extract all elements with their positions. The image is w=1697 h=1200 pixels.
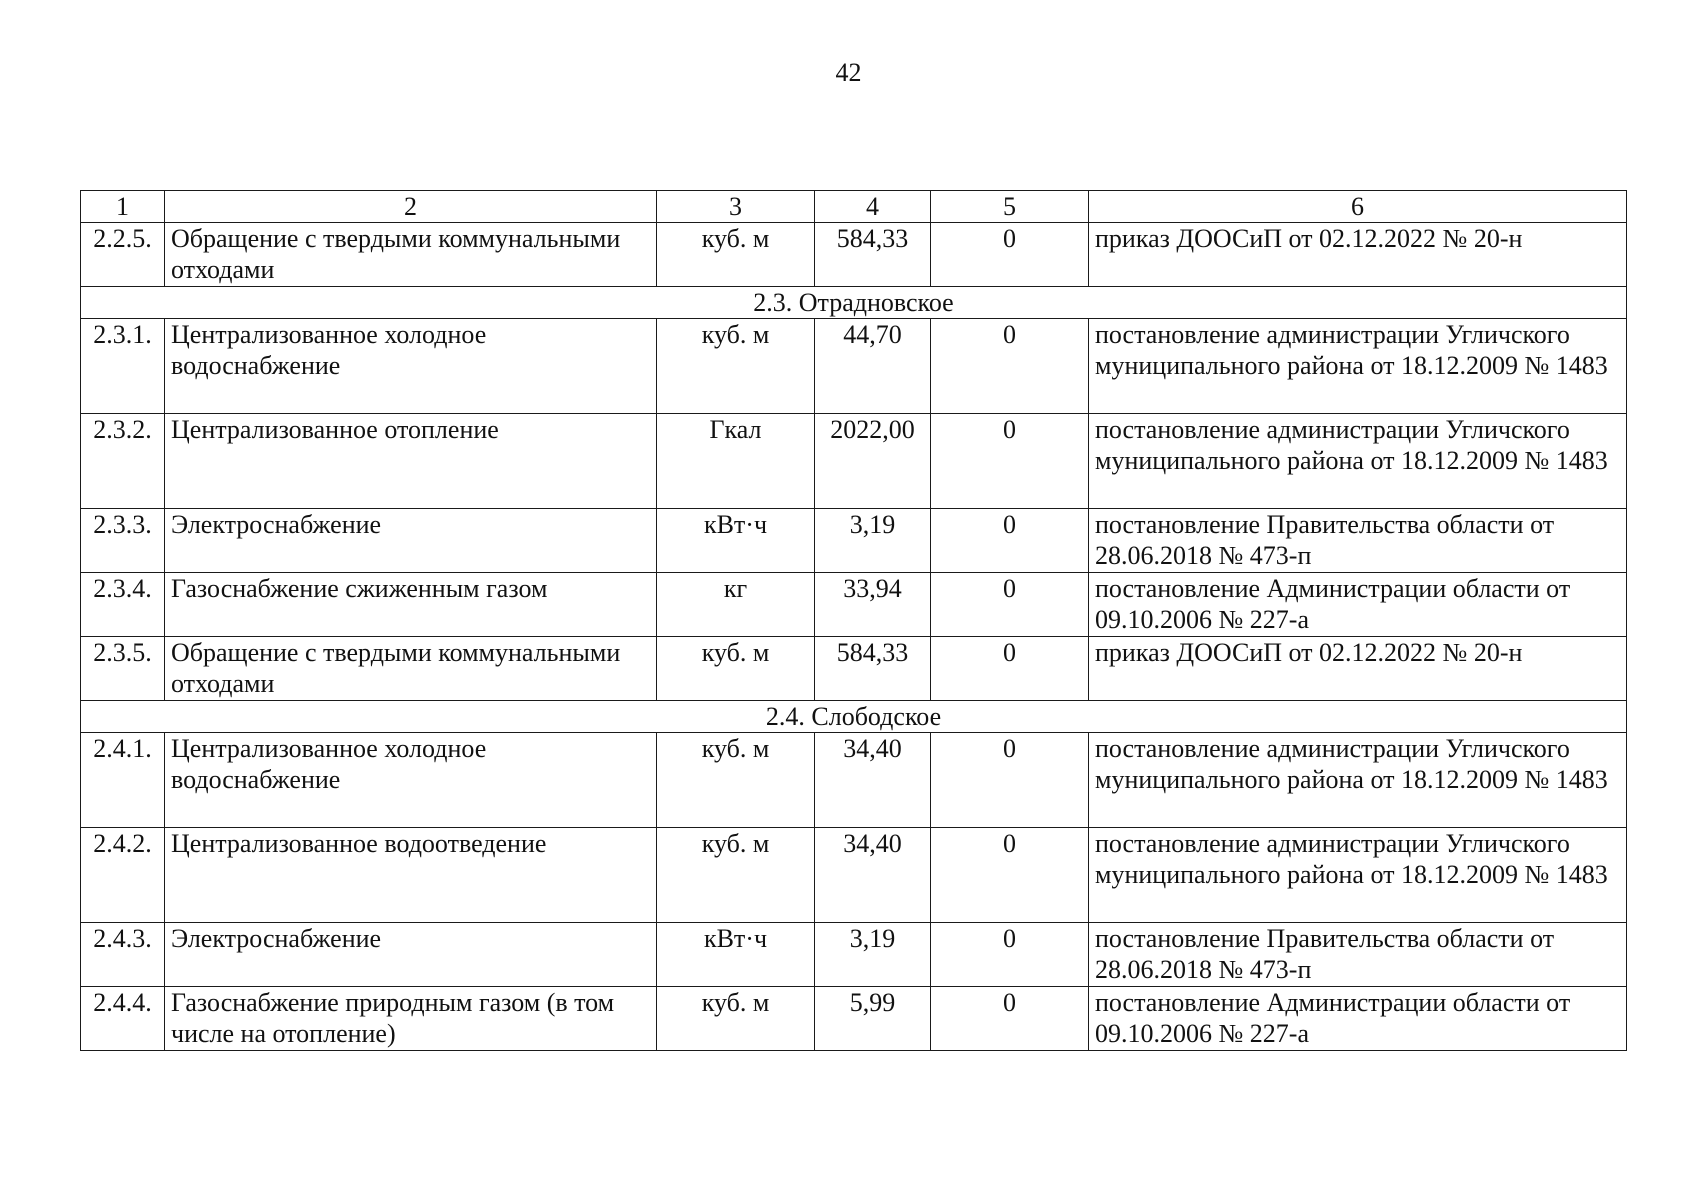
table-row	[81, 828, 1627, 923]
service-name: Газоснабжение сжиженным газом	[165, 573, 657, 637]
norm-value: 44,70	[815, 319, 931, 414]
table-row	[81, 509, 1627, 573]
service-name: Централизованное холодное водоснабжение	[165, 319, 657, 414]
unit-of-measure: Гкал	[657, 414, 815, 509]
legal-document: постановление администрации Угличского муниципального района от 18.12.2009 № 1483	[1089, 828, 1627, 923]
row-number: 2.4.2.	[81, 828, 165, 923]
header-col-4: 4	[815, 191, 931, 223]
column-5-value: 0	[931, 414, 1089, 509]
column-5-value: 0	[931, 987, 1089, 1051]
legal-document: постановление Правительства области от 28.06.2018 № 473-п	[1089, 923, 1627, 987]
legal-document: постановление администрации Угличского муниципального района от 18.12.2009 № 1483	[1089, 733, 1627, 828]
column-5-value: 0	[931, 573, 1089, 637]
tariff-table	[80, 190, 1627, 1051]
service-name: Централизованное водоотведение	[165, 828, 657, 923]
column-5-value: 0	[931, 509, 1089, 573]
service-name: Газоснабжение природным газом (в том числе на отопление)	[165, 987, 657, 1051]
table-row	[81, 733, 1627, 828]
row-number: 2.3.1.	[81, 319, 165, 414]
service-name: Обращение с твердыми коммунальными отходами	[165, 223, 657, 287]
column-5-value: 0	[931, 637, 1089, 701]
table-row	[81, 319, 1627, 414]
unit-of-measure: кВт·ч	[657, 923, 815, 987]
service-name: Централизованное отопление	[165, 414, 657, 509]
column-5-value: 0	[931, 828, 1089, 923]
header-col-2: 2	[165, 191, 657, 223]
table-header-row	[81, 191, 1627, 223]
service-name: Электроснабжение	[165, 509, 657, 573]
norm-value: 2022,00	[815, 414, 931, 509]
row-number: 2.4.1.	[81, 733, 165, 828]
table-row	[81, 414, 1627, 509]
unit-of-measure: куб. м	[657, 637, 815, 701]
norm-value: 34,40	[815, 828, 931, 923]
unit-of-measure: куб. м	[657, 319, 815, 414]
section-header-row	[81, 287, 1627, 319]
legal-document: постановление Администрации области от 09.10.2006 № 227-а	[1089, 573, 1627, 637]
row-number: 2.3.4.	[81, 573, 165, 637]
column-5-value: 0	[931, 733, 1089, 828]
norm-value: 34,40	[815, 733, 931, 828]
table-row	[81, 223, 1627, 287]
norm-value: 584,33	[815, 637, 931, 701]
legal-document: постановление администрации Угличского муниципального района от 18.12.2009 № 1483	[1089, 414, 1627, 509]
row-number: 2.2.5.	[81, 223, 165, 287]
legal-document: приказ ДООСиП от 02.12.2022 № 20-н	[1089, 637, 1627, 701]
table-row	[81, 637, 1627, 701]
norm-value: 5,99	[815, 987, 931, 1051]
legal-document: постановление администрации Угличского муниципального района от 18.12.2009 № 1483	[1089, 319, 1627, 414]
row-number: 2.4.4.	[81, 987, 165, 1051]
header-col-1: 1	[81, 191, 165, 223]
page-number: 42	[835, 58, 862, 87]
header-col-3: 3	[657, 191, 815, 223]
norm-value: 33,94	[815, 573, 931, 637]
header-col-6: 6	[1089, 191, 1627, 223]
section-header-row	[81, 701, 1627, 733]
table-row	[81, 987, 1627, 1051]
column-5-value: 0	[931, 923, 1089, 987]
service-name: Электроснабжение	[165, 923, 657, 987]
section-title: 2.3. Отрадновское	[81, 287, 1627, 319]
header-col-5: 5	[931, 191, 1089, 223]
unit-of-measure: куб. м	[657, 223, 815, 287]
row-number: 2.3.3.	[81, 509, 165, 573]
row-number: 2.3.2.	[81, 414, 165, 509]
service-name: Обращение с твердыми коммунальными отходами	[165, 637, 657, 701]
legal-document: приказ ДООСиП от 02.12.2022 № 20-н	[1089, 223, 1627, 287]
table-row	[81, 923, 1627, 987]
legal-document: постановление Правительства области от 28.06.2018 № 473-п	[1089, 509, 1627, 573]
norm-value: 584,33	[815, 223, 931, 287]
unit-of-measure: куб. м	[657, 828, 815, 923]
norm-value: 3,19	[815, 923, 931, 987]
legal-document: постановление Администрации области от 09.10.2006 № 227-а	[1089, 987, 1627, 1051]
norm-value: 3,19	[815, 509, 931, 573]
table-row	[81, 573, 1627, 637]
column-5-value: 0	[931, 223, 1089, 287]
unit-of-measure: куб. м	[657, 733, 815, 828]
unit-of-measure: кВт·ч	[657, 509, 815, 573]
service-name: Централизованное холодное водоснабжение	[165, 733, 657, 828]
unit-of-measure: кг	[657, 573, 815, 637]
row-number: 2.4.3.	[81, 923, 165, 987]
section-title: 2.4. Слободское	[81, 701, 1627, 733]
unit-of-measure: куб. м	[657, 987, 815, 1051]
column-5-value: 0	[931, 319, 1089, 414]
row-number: 2.3.5.	[81, 637, 165, 701]
